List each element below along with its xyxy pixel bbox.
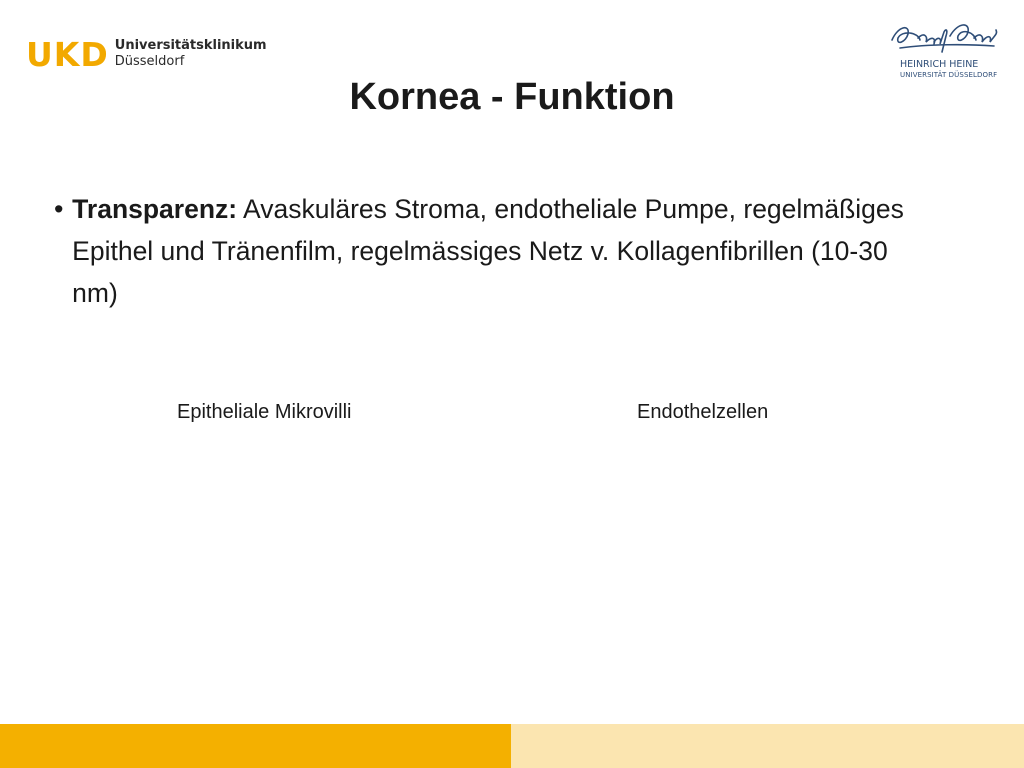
slide-title: Kornea - Funktion [349, 76, 675, 118]
ukd-logo-line2: Düsseldorf [114, 54, 185, 69]
footer-bar-accent [0, 724, 511, 768]
caption-epithelial-microvilli: Epitheliale Mikrovilli [177, 401, 352, 423]
hhu-logo-name: HEINRICH HEINE [900, 59, 979, 70]
footer-bar-light [511, 724, 1024, 768]
hhu-logo-sub: UNIVERSITÄT DÜSSELDORF [900, 71, 998, 79]
ukd-logo-text [115, 38, 267, 70]
signature-icon [888, 18, 1000, 58]
bullet-body: Avaskuläres Stroma, endotheliale Pumpe, regelmäßiges Epithel und Tränenfilm, regelmässiges Netz v. Kollagenfibrillen (10-30 nm) [72, 194, 904, 308]
ukd-logo [26, 34, 267, 74]
bullet-lead: Transparenz: [72, 194, 238, 224]
bullet-item [54, 188, 934, 314]
ukd-logo-mark: UKD [26, 34, 109, 74]
bullet-icon: • [54, 194, 64, 224]
caption-endothelial-cells: Endothelzellen [637, 401, 769, 423]
hhu-logo [884, 18, 1000, 84]
bullet-text [72, 188, 934, 314]
ukd-logo-line1: Universitätsklinikum [114, 38, 267, 53]
